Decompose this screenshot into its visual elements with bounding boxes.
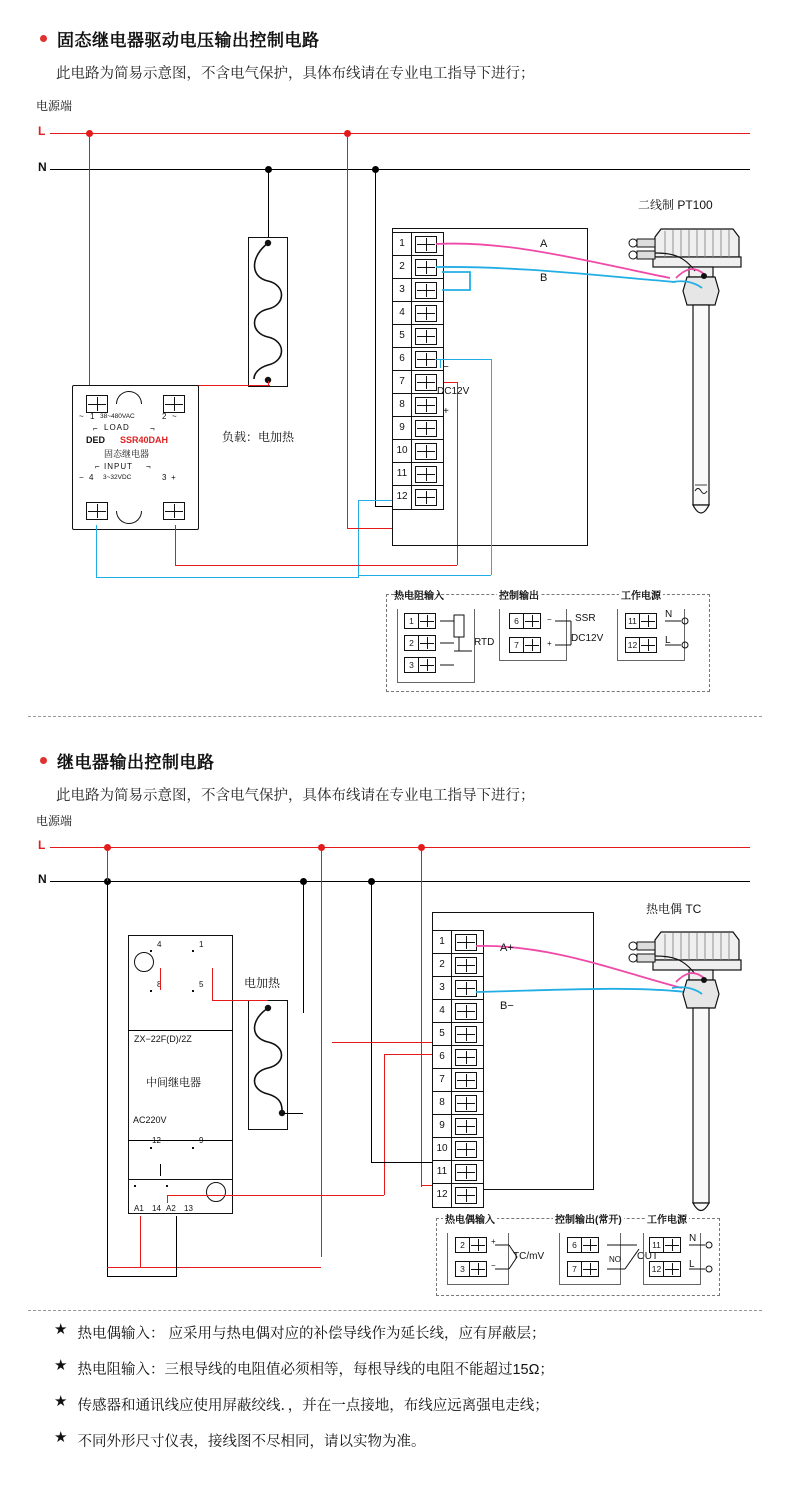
bullet-icon	[40, 757, 47, 764]
s1-terminal-6: 6	[393, 348, 443, 371]
s1-ssr-in-sym-right: +	[171, 473, 176, 482]
s2-term7-to-relay	[167, 1195, 384, 1196]
s1-sensor-b-label: B	[540, 272, 548, 284]
screw-icon	[415, 374, 437, 391]
s1-ssr-lug-1	[86, 395, 108, 413]
s1-legend-power-row-1: 11	[625, 613, 657, 629]
s2-l-bus	[50, 847, 750, 848]
note-4-text: 不同外形尺寸仪表，接线图不尽相同，请以实物为准。	[77, 1434, 426, 1450]
s1-legend-power-n: N	[665, 609, 673, 620]
s2-relay-pin-9-label: 9	[199, 1136, 204, 1145]
s2-relay-pin-8-label: 8	[157, 980, 162, 989]
screw-icon	[455, 1164, 477, 1181]
s2-legend-tc-mark-2: −	[491, 1261, 496, 1270]
screw-icon	[455, 1095, 477, 1112]
s2-relay-pin-1	[192, 950, 194, 952]
s1-ssr-lug-2	[163, 395, 185, 413]
s1-ssr-lug-4	[86, 502, 108, 520]
s2-heater-label: 电加热	[244, 976, 281, 990]
screw-icon	[455, 1187, 477, 1204]
s1-ssr-in3-wire-v	[175, 525, 176, 565]
s1-terminal-12: 12	[393, 486, 443, 509]
wiring-diagram-page: 固态继电器驱动电压输出控制电路 此电路为简易示意图，不含电气保护，具体布线请在专业电工指导下进行； 电源端 L N 负载：电加热 ~ 1 38~480VAC 2 ~ LOAD ⌐ ¬ DED SSR40DAH 固态继电器 INPUT ⌐ ¬ − 4 3~32VDC 3 + 1 2 3 4 5 6 7 8 9 10 11 12 − DC12V + A B 二线制 PT100 热电阻输入 1 2 3 RTD 控制输出 6 − 7 + SSR DC12V 工作电源 11 12 N L 继电器输出控制电路 此电路为简易示意图，不含电气保护，具体布线请在专业电工指导下进行； 电源端 L N 4 1 8 5 12 9 A1 14 A2 13 ZX−22F(D)/2Z 中间继电器 AC220V 电加热 1 2 3 4 5 6 7 8 9 10 11 12 A+ B− 热电偶 TC 热电偶输入 2 + 3 − TC/mV 控制输出(常开) 6 7 NO OUT 工作电源 11 12 N L ★ 热电偶输入： 应采用与热电偶对应的补偿导线作为延长线，应有屏蔽层； ★ 热电阻输入：三根导线的电阻值必须相等，每根导线的电阻不能超过15Ω； ★ 传感器和通讯线应使用屏蔽绞线．，并在一点接地，布线应远离强电走线； ★ 不同外形尺寸仪表，接线图不尽相同，请以实物为准。	[0, 0, 790, 1498]
s1-l-drop-ssr	[89, 133, 90, 385]
star-icon: ★	[54, 1321, 68, 1338]
s1-term6-wire-v	[491, 359, 492, 575]
s2-relay-a1-v	[140, 1216, 141, 1267]
screw-icon	[415, 420, 437, 437]
screw-icon	[524, 613, 541, 629]
s1-term3-jumper	[440, 268, 480, 304]
s2-terminal-12: 12	[433, 1184, 483, 1207]
s2-relay-pin-14-label: 14	[152, 1204, 161, 1213]
s1-ssr-ac-left-num: 1	[90, 412, 95, 421]
s2-probe-leads	[660, 952, 720, 1012]
s2-legend-power-l: L	[689, 1259, 695, 1270]
s2-legend-power-row-1: 11	[649, 1237, 681, 1253]
s2-relay-pin-12-label: 12	[152, 1136, 161, 1145]
s2-relay-pin-5	[192, 990, 194, 992]
s2-relay-pin-a2	[166, 1185, 168, 1187]
s2-relay-pin-8	[150, 990, 152, 992]
s1-probe-leads	[660, 248, 720, 308]
s2-l-drop-term12	[421, 847, 422, 1187]
note-1	[54, 1322, 754, 1343]
s1-terminal-11: 11	[393, 463, 443, 486]
s2-relay-marker-icon	[206, 1182, 226, 1202]
s1-ssr-to-term11	[358, 500, 396, 501]
screw-icon	[470, 1237, 487, 1253]
note-3-text: 传感器和通讯线应使用屏蔽绞线．，并在一点接地，布线应远离强电走线；	[77, 1398, 549, 1414]
s2-relay-pin-a1-label: A1	[134, 1204, 144, 1213]
screw-icon	[582, 1237, 599, 1253]
note-4	[54, 1430, 754, 1451]
s1-legend-rtd-row-2: 2	[404, 635, 436, 651]
s1-heater-coil-icon	[248, 237, 288, 387]
s1-l-drop-term12	[347, 133, 348, 528]
s2-legend-tc-title: 热电偶输入	[443, 1211, 497, 1226]
s1-sensor-title: 二线制 PT100	[638, 198, 713, 212]
s1-ssr-cn-name: 固态继电器	[104, 449, 150, 459]
s2-term7-wire	[384, 1054, 432, 1055]
section-divider-1	[28, 716, 762, 717]
s2-legend-ctrl-row-1: 6	[567, 1237, 599, 1253]
screw-icon	[582, 1261, 599, 1277]
s1-legend-box	[386, 591, 710, 692]
s1-n-bus	[50, 169, 750, 170]
s2-term7-wire-v	[384, 1054, 385, 1195]
s1-legend-ctrl-mark-1: −	[547, 615, 552, 624]
s2-legend-tc-mark-1: +	[491, 1237, 496, 1246]
screw-icon	[664, 1237, 681, 1253]
s1-dc-minus: −	[443, 362, 449, 373]
screw-icon	[664, 1261, 681, 1277]
s1-ssr-ac-sym-left: ~	[79, 412, 84, 421]
s2-relay-12-v	[160, 1164, 161, 1176]
screw-icon	[470, 1261, 487, 1277]
s1-n-drop-load	[268, 169, 269, 237]
s2-n-drop-term11	[371, 881, 372, 1162]
screw-icon	[455, 1072, 477, 1089]
s1-term11-n	[375, 506, 392, 507]
s1-legend-ctrl-row-1: 6	[509, 613, 541, 629]
s2-terminal-7: 7	[433, 1069, 483, 1092]
section-2-heading	[40, 748, 215, 773]
s1-legend-ctrl-mark-2: +	[547, 639, 552, 648]
screw-icon	[415, 328, 437, 345]
s2-relay-a2-v	[176, 1216, 177, 1276]
note-2-text: 热电阻输入：三根导线的电阻值必须相等，每根导线的电阻不能超过15Ω；	[77, 1362, 554, 1378]
s1-terminal-10: 10	[393, 440, 443, 463]
bullet-icon	[40, 35, 47, 42]
s2-legend-box	[436, 1215, 720, 1296]
s2-relay-pin-4	[150, 950, 152, 952]
screw-icon	[415, 489, 437, 506]
s2-relay-sep-2	[128, 1140, 233, 1141]
star-icon: ★	[54, 1357, 68, 1374]
s1-ssr-load-text: LOAD	[104, 423, 130, 432]
s2-relay-pin-12	[150, 1147, 152, 1149]
s2-relay-to-heater-v	[212, 968, 213, 1000]
s1-dc-bracket	[440, 360, 441, 368]
s2-relay-pin8-v	[160, 968, 161, 990]
s1-legend-dc-label: DC12V	[571, 633, 604, 644]
screw-icon	[415, 443, 437, 460]
screw-icon	[524, 637, 541, 653]
s2-terminal-8: 8	[433, 1092, 483, 1115]
s1-ssr-ac-range: 38~480VAC	[100, 413, 135, 420]
s2-term6-wire	[332, 1042, 432, 1043]
s1-terminal-3: 3	[393, 279, 443, 302]
s1-ssr-in3-wire-h	[175, 565, 457, 566]
star-icon: ★	[54, 1429, 68, 1446]
s2-relay-pin-9	[192, 1147, 194, 1149]
s2-legend-power-n: N	[689, 1233, 697, 1244]
s1-legend-power-l: L	[665, 635, 671, 646]
s2-relay-a1-l	[107, 1267, 321, 1268]
s1-terminal-7: 7	[393, 371, 443, 394]
screw-icon	[455, 1118, 477, 1135]
s2-legend-no-label: NO	[609, 1255, 621, 1264]
s1-legend-rtd-row-1: 1	[404, 613, 436, 629]
s1-term6-wire-back	[358, 575, 491, 576]
s1-terminal-8: 8	[393, 394, 443, 417]
s2-heater-to-n	[283, 1113, 303, 1114]
s1-dc-label: DC12V	[437, 386, 470, 397]
s2-terminal-1: 1	[433, 931, 483, 954]
s2-relay-pin-4-label: 4	[157, 940, 162, 949]
s1-legend-ctrl-row-2: 7	[509, 637, 541, 653]
s2-legend-tc-side: TC/mV	[513, 1251, 545, 1262]
s2-relay-led-icon	[134, 952, 154, 972]
s2-terminal-2: 2	[433, 954, 483, 977]
s1-terminal-2: 2	[393, 256, 443, 279]
s2-legend-tc-row-2: 3	[455, 1261, 487, 1277]
s1-line-l-label: L	[38, 124, 46, 138]
s2-relay-pin-1-label: 1	[199, 940, 204, 949]
s1-term12-l	[347, 528, 392, 529]
s2-legend-tc-row-1: 2	[455, 1237, 487, 1253]
s1-ssr-model: SSR40DAH	[120, 435, 169, 445]
section-1-heading	[40, 26, 320, 51]
s1-ssr-in4-wire-h	[96, 577, 359, 578]
s2-term12-l	[421, 1185, 432, 1186]
s1-legend-rtd-frame	[397, 609, 475, 683]
s1-ssr-in4-wire-v	[96, 525, 97, 577]
section-divider-2	[28, 1310, 762, 1311]
s1-ssr-input-text: INPUT	[104, 462, 133, 471]
s2-legend-power-row-2: 12	[649, 1261, 681, 1277]
s2-power-label: 电源端	[36, 814, 73, 828]
s1-l-bus	[50, 133, 750, 134]
s1-ssr-lug-3	[163, 502, 185, 520]
note-2	[54, 1358, 754, 1379]
s1-legend-ssr-label: SSR	[575, 613, 596, 624]
s2-legend-power-title: 工作电源	[645, 1211, 689, 1226]
s2-legend-ctrl-title: 控制输出(常开)	[553, 1211, 624, 1226]
s2-terminal-5: 5	[433, 1023, 483, 1046]
s2-relay-pin-13-label: 13	[184, 1204, 193, 1213]
s2-n-drop-heater	[303, 881, 304, 1013]
s1-legend-power-row-2: 12	[625, 637, 657, 653]
s2-terminal-9: 9	[433, 1115, 483, 1138]
s2-legend-ctrl-row-2: 7	[567, 1261, 599, 1277]
s1-line-n-label: N	[38, 160, 47, 174]
s2-legend-out-label: OUT	[637, 1251, 659, 1262]
s2-relay-model: ZX−22F(D)/2Z	[134, 1034, 192, 1044]
s1-terminal-5: 5	[393, 325, 443, 348]
s2-n-drop-left	[107, 881, 108, 1276]
s2-n-bus	[50, 881, 750, 882]
s1-legend-rtd-side: RTD	[474, 637, 495, 648]
s1-n-drop-term11	[375, 169, 376, 506]
screw-icon	[640, 637, 657, 653]
s2-sensor-title: 热电偶 TC	[646, 902, 702, 916]
s2-relay-cn-name: 中间继电器	[146, 1077, 201, 1089]
screw-icon	[640, 613, 657, 629]
s1-ssr-in-sym-left: −	[79, 473, 84, 482]
s2-terminal-3: 3	[433, 977, 483, 1000]
s1-term6-wire	[435, 359, 491, 360]
s2-relay-voltage: AC220V	[133, 1115, 167, 1125]
s2-sensor-b-label: B−	[500, 1000, 514, 1012]
s1-legend-rtd-title: 热电阻输入	[394, 591, 444, 602]
s2-terminal-4: 4	[433, 1000, 483, 1023]
s1-ssr-dc-range: 3~32VDC	[103, 474, 132, 481]
s1-ssr-in-right-num: 3	[162, 473, 167, 482]
screw-icon	[455, 1049, 477, 1066]
s1-ssr-brand: DED	[86, 435, 106, 445]
s2-relay-pin-5-label: 5	[199, 980, 204, 989]
screw-icon	[415, 466, 437, 483]
section-1-subtitle: 此电路为简易示意图，不含电气保护，具体布线请在专业电工指导下进行；	[56, 66, 535, 82]
s2-relay-sep-1	[128, 1030, 233, 1031]
screw-icon	[455, 1141, 477, 1158]
screw-icon	[415, 351, 437, 368]
s1-dc-plus: +	[443, 406, 449, 417]
s2-sensor-a-label: A+	[500, 942, 514, 954]
star-icon: ★	[54, 1393, 68, 1410]
s1-load-label: 负载：电加热	[222, 430, 295, 444]
section-2-title: 继电器输出控制电路	[57, 753, 215, 772]
s2-relay-pin-a2-label: A2	[166, 1204, 176, 1213]
s1-terminal-9: 9	[393, 417, 443, 440]
s1-legend-power-title: 工作电源	[619, 587, 663, 602]
s2-term7-to-relay-coil	[167, 1195, 168, 1203]
s1-power-label: 电源端	[36, 99, 73, 113]
s2-term11-n	[371, 1162, 432, 1163]
section-2-subtitle: 此电路为简易示意图，不含电气保护，具体布线请在专业电工指导下进行；	[56, 788, 535, 804]
section-1-title: 固态继电器驱动电压输出控制电路	[57, 31, 320, 50]
screw-icon	[415, 397, 437, 414]
s1-sensor-a-label: A	[540, 238, 548, 250]
s2-line-l-label: L	[38, 838, 46, 852]
s2-terminal-6: 6	[433, 1046, 483, 1069]
s1-legend-ctrl-title: 控制输出	[497, 587, 541, 602]
s2-relay-a2-n	[107, 1276, 177, 1277]
s1-ssr-arc-top	[116, 391, 142, 404]
s1-ssr-arc-bottom	[116, 511, 142, 524]
s1-terminal-1: 1	[393, 233, 443, 256]
s2-line-n-label: N	[38, 872, 47, 886]
s2-terminal-10: 10	[433, 1138, 483, 1161]
s2-relay-to-heater	[212, 1000, 268, 1001]
note-3	[54, 1394, 754, 1415]
s1-ssr-ac-right-num: 2	[162, 412, 167, 421]
s1-ssr-in-left-num: 4	[89, 473, 94, 482]
s2-relay-pin-a1	[134, 1185, 136, 1187]
s1-terminal-4: 4	[393, 302, 443, 325]
s2-heater-coil-icon	[248, 1000, 288, 1130]
s1-ssr-ac-sym-right: ~	[172, 412, 177, 421]
note-1-text: 热电偶输入： 应采用与热电偶对应的补偿导线作为延长线，应有屏蔽层；	[77, 1326, 546, 1342]
s2-terminal-11: 11	[433, 1161, 483, 1184]
s1-legend-rtd-row-3: 3	[404, 657, 436, 673]
